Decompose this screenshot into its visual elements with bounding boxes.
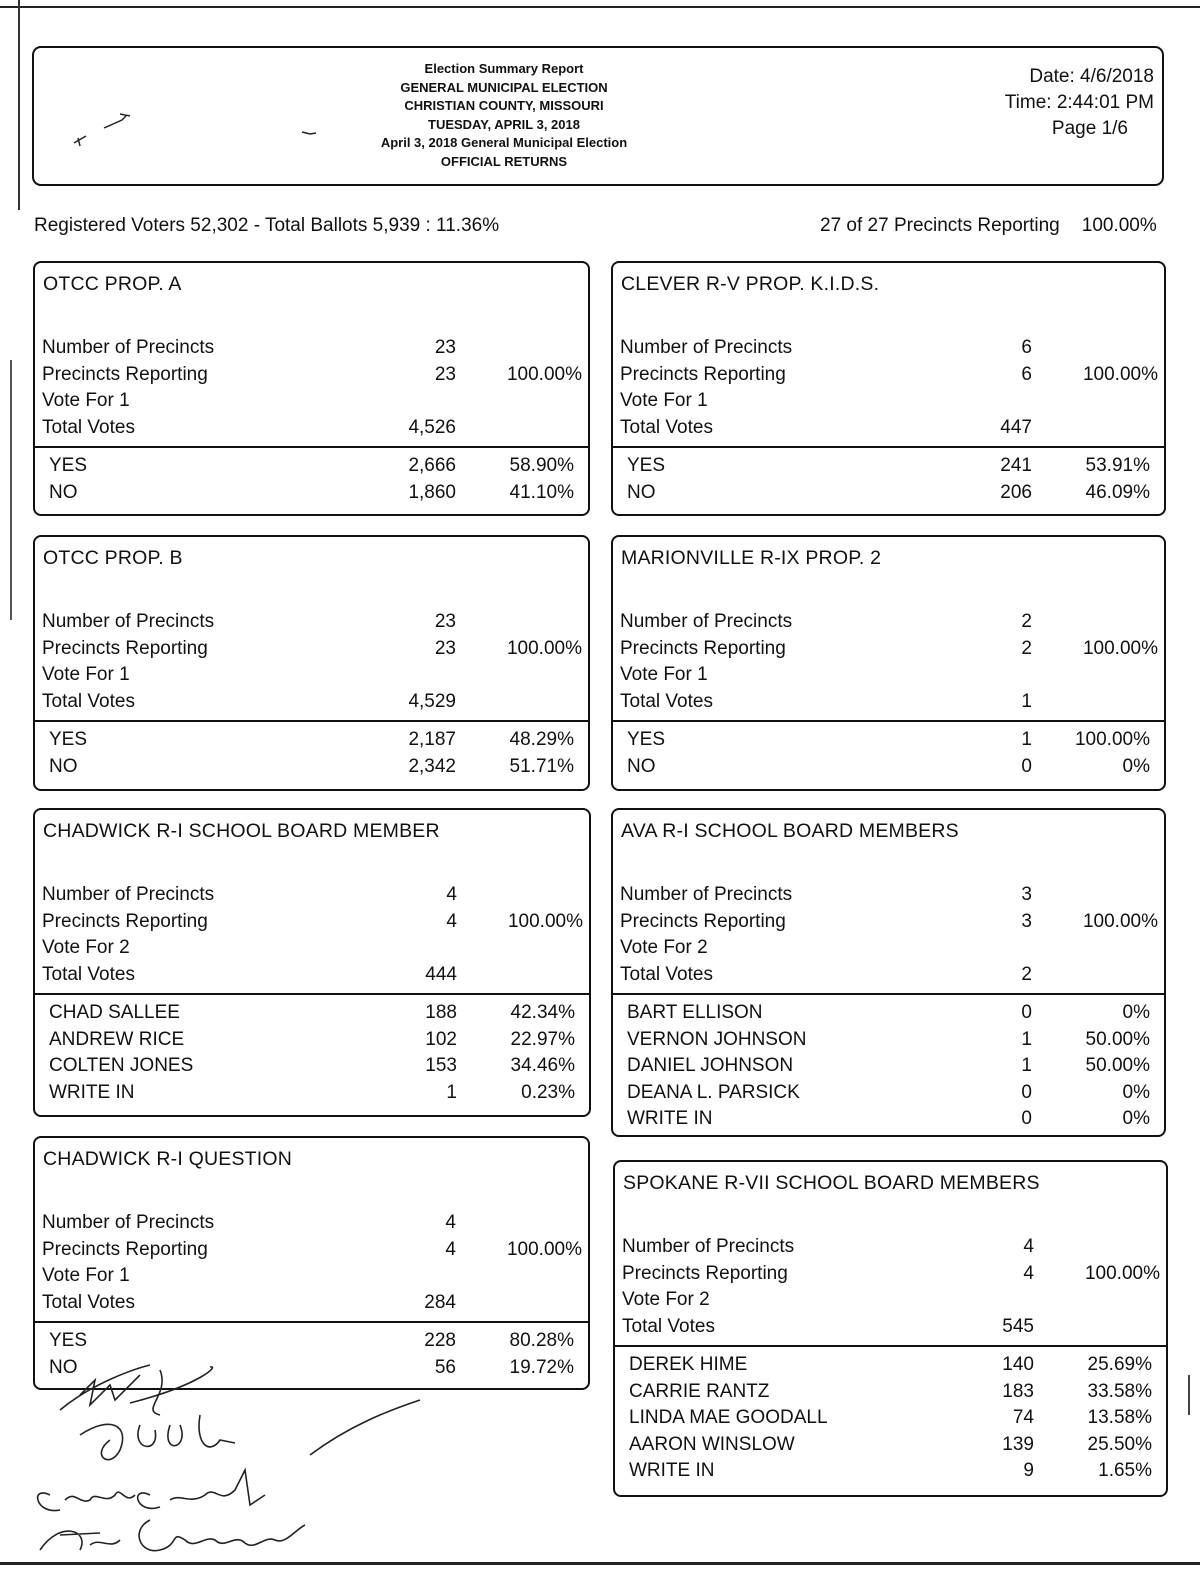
choice-name: CHAD SALLEE: [49, 1002, 180, 1023]
vote-for-row: [613, 935, 1164, 962]
precincts-reporting-row: [35, 636, 588, 663]
choice-name: NO: [627, 481, 656, 503]
choice-votes: 0: [1021, 755, 1032, 777]
choice-row: [615, 1458, 1166, 1485]
choice-name: YES: [49, 1330, 88, 1351]
total-votes-value: 444: [425, 963, 457, 985]
vote-for-label: Vote For 2: [622, 1289, 710, 1310]
precincts-reporting-pct: 100.00%: [506, 1238, 582, 1260]
precincts-reporting-label: Precincts Reporting: [42, 363, 208, 385]
num-precincts-row: [615, 1234, 1166, 1261]
contest-box: [33, 808, 591, 1117]
contest-title: OTCC PROP. B: [43, 547, 183, 569]
choice-list: [613, 727, 1164, 780]
total-votes-label: Total Votes: [620, 963, 713, 985]
choice-pct: 0.23%: [521, 1081, 575, 1103]
contest-stats: [613, 609, 1164, 715]
choice-pct: 48.29%: [509, 729, 574, 750]
choice-row: [613, 1000, 1164, 1027]
vote-for-row: [35, 1263, 588, 1290]
contest-title: CHADWICK R-I SCHOOL BOARD MEMBER: [43, 820, 440, 842]
vote-for-row: [35, 662, 588, 689]
choice-votes: 183: [1002, 1380, 1034, 1402]
choice-row: [35, 1080, 589, 1107]
choice-votes: 2,666: [408, 455, 456, 476]
total-votes-value: 545: [1002, 1315, 1034, 1337]
choice-name: NO: [49, 755, 78, 777]
total-votes-value: 4,529: [408, 690, 456, 712]
choice-row: [615, 1352, 1166, 1379]
contest-box: [611, 808, 1166, 1137]
total-votes-label: Total Votes: [42, 963, 135, 985]
choice-votes: 1: [1021, 1055, 1032, 1076]
total-votes-label: Total Votes: [42, 416, 135, 438]
choice-row: [35, 754, 588, 781]
choice-name: LINDA MAE GOODALL: [629, 1407, 828, 1428]
choice-votes: 140: [1002, 1354, 1034, 1375]
choice-pct: 1.65%: [1098, 1460, 1152, 1481]
choice-votes: 1: [1021, 729, 1032, 750]
choice-name: NO: [49, 481, 78, 503]
num-precincts-row: [613, 335, 1164, 362]
choice-row: [35, 727, 588, 754]
precincts-reporting-value: 2: [1021, 637, 1032, 659]
vote-for-label: Vote For 1: [620, 390, 708, 411]
choice-row: [613, 1027, 1164, 1054]
contest-stats: [35, 609, 588, 715]
contest-title: AVA R-I SCHOOL BOARD MEMBERS: [621, 820, 959, 842]
vote-for-row: [615, 1287, 1166, 1314]
vote-for-label: Vote For 1: [42, 664, 130, 685]
num-precincts-value: 23: [434, 611, 456, 632]
contest-divider: [613, 720, 1164, 722]
precincts-reporting-label: Precincts Reporting: [42, 637, 208, 659]
choice-name: DANIEL JOHNSON: [627, 1055, 794, 1076]
report-meta: [1005, 64, 1154, 142]
choice-votes: 0: [1021, 1108, 1032, 1129]
choice-name: WRITE IN: [49, 1081, 135, 1103]
contest-stats: [35, 335, 588, 441]
contest-title: SPOKANE R-VII SCHOOL BOARD MEMBERS: [623, 1172, 1040, 1194]
precincts-reporting-value: 23: [434, 363, 456, 385]
num-precincts-row: [35, 335, 588, 362]
num-precincts-value: 23: [434, 337, 456, 358]
precincts-reporting-label: Precincts Reporting: [620, 910, 786, 932]
contest-divider: [615, 1345, 1166, 1347]
contest-stats: [615, 1234, 1166, 1340]
num-precincts-value: 4: [1023, 1236, 1034, 1257]
contest-stats: [35, 882, 589, 988]
election-description: April 3, 2018 General Municipal Election: [380, 135, 628, 150]
choice-pct: 100.00%: [1074, 729, 1150, 750]
choice-votes: 2,342: [408, 755, 456, 777]
report-time: Time: 2:44:01 PM: [1004, 92, 1154, 113]
precincts-reporting-pct: 100.00%: [1082, 363, 1158, 385]
total-votes-row: [35, 962, 589, 989]
total-votes-value: 284: [424, 1291, 456, 1313]
choice-votes: 9: [1023, 1460, 1034, 1481]
contest-box: [33, 1136, 590, 1390]
contest-title: CHADWICK R-I QUESTION: [43, 1148, 293, 1170]
num-precincts-label: Number of Precincts: [42, 611, 215, 632]
contest-box: [33, 535, 590, 791]
choice-votes: 0: [1021, 1081, 1032, 1103]
num-precincts-label: Number of Precincts: [620, 611, 793, 632]
choice-pct: 25.69%: [1087, 1354, 1152, 1375]
precincts-reporting-row: [35, 909, 589, 936]
total-votes-label: Total Votes: [42, 1291, 135, 1313]
vote-for-label: Vote For 1: [42, 1265, 130, 1286]
precincts-reporting-label: Precincts Reporting: [42, 1238, 208, 1260]
choice-name: ANDREW RICE: [49, 1028, 185, 1050]
choice-votes: 139: [1002, 1433, 1034, 1455]
choice-name: YES: [627, 729, 666, 750]
choice-row: [35, 1027, 589, 1054]
choice-name: YES: [49, 455, 88, 476]
num-precincts-value: 4: [446, 884, 457, 905]
page-number: Page 1/6: [1051, 118, 1128, 139]
contest-title: OTCC PROP. A: [43, 273, 182, 295]
total-votes-row: [613, 689, 1164, 716]
choice-row: [35, 453, 588, 480]
choice-name: NO: [627, 755, 656, 777]
choice-list: [613, 1000, 1164, 1133]
precincts-reporting-pct: 100.00%: [1081, 215, 1157, 236]
precincts-reporting-value: 3: [1021, 910, 1032, 932]
contest-title: CLEVER R-V PROP. K.I.D.S.: [621, 273, 880, 295]
total-votes-row: [35, 1290, 588, 1317]
num-precincts-row: [613, 882, 1164, 909]
precincts-reporting-pct: 100.00%: [1082, 910, 1158, 932]
num-precincts-label: Number of Precincts: [620, 884, 793, 905]
page-left-mark-lower: [10, 360, 12, 620]
total-votes-row: [615, 1314, 1166, 1341]
contest-divider: [35, 720, 588, 722]
precincts-reporting-value: 23: [434, 637, 456, 659]
contest-box: [611, 261, 1166, 516]
precincts-reporting-row: [35, 362, 588, 389]
choice-pct: 50.00%: [1085, 1028, 1150, 1050]
total-votes-label: Total Votes: [622, 1315, 715, 1337]
choice-name: YES: [49, 729, 88, 750]
choice-votes: 74: [1012, 1407, 1034, 1428]
choice-votes: 241: [1000, 455, 1032, 476]
total-votes-label: Total Votes: [42, 690, 135, 712]
choice-row: [613, 754, 1164, 781]
choice-list: [35, 453, 588, 506]
num-precincts-row: [35, 609, 588, 636]
choice-row: [613, 480, 1164, 507]
report-title: Election Summary Report: [424, 61, 584, 76]
total-votes-value: 2: [1021, 963, 1032, 985]
num-precincts-value: 6: [1021, 337, 1032, 358]
vote-for-row: [613, 388, 1164, 415]
choice-pct: 46.09%: [1085, 481, 1150, 503]
precincts-reporting-label: Precincts Reporting: [42, 910, 208, 932]
num-precincts-value: 4: [445, 1212, 456, 1233]
precincts-reporting-summary: [820, 215, 1157, 237]
vote-for-label: Vote For 1: [42, 390, 130, 411]
num-precincts-label: Number of Precincts: [42, 884, 215, 905]
total-votes-row: [35, 415, 588, 442]
total-votes-label: Total Votes: [620, 416, 713, 438]
choice-pct: 50.00%: [1085, 1055, 1150, 1076]
precincts-reporting-pct: 100.00%: [506, 363, 582, 385]
choice-pct: 51.71%: [509, 755, 574, 777]
choice-pct: 13.58%: [1087, 1407, 1152, 1428]
choice-name: AARON WINSLOW: [629, 1433, 795, 1455]
num-precincts-row: [613, 609, 1164, 636]
contest-title: MARIONVILLE R-IX PROP. 2: [621, 547, 882, 569]
num-precincts-row: [35, 882, 589, 909]
choice-list: [35, 727, 588, 780]
total-votes-value: 4,526: [408, 416, 456, 438]
choice-votes: 1: [1021, 1028, 1032, 1050]
choice-row: [615, 1379, 1166, 1406]
choice-name: CARRIE RANTZ: [629, 1380, 770, 1402]
choice-pct: 33.58%: [1087, 1380, 1152, 1402]
precincts-reporting-value: 6: [1021, 363, 1032, 385]
vote-for-row: [35, 388, 588, 415]
choice-votes: 206: [1000, 481, 1032, 503]
precincts-reporting-pct: 100.00%: [507, 910, 583, 932]
vote-for-label: Vote For 1: [620, 664, 708, 685]
total-votes-label: Total Votes: [620, 690, 713, 712]
choice-row: [613, 1053, 1164, 1080]
choice-row: [35, 1053, 589, 1080]
choice-row: [35, 1328, 588, 1355]
contest-divider: [613, 446, 1164, 448]
choice-votes: 153: [425, 1055, 457, 1076]
precincts-reporting-value: 4: [446, 910, 457, 932]
choice-name: YES: [627, 455, 666, 476]
num-precincts-value: 3: [1021, 884, 1032, 905]
vote-for-row: [35, 935, 589, 962]
choice-row: [613, 1080, 1164, 1107]
precincts-reporting-row: [613, 909, 1164, 936]
contest-box: [33, 261, 590, 516]
choice-name: VERNON JOHNSON: [627, 1028, 807, 1050]
choice-name: COLTEN JONES: [49, 1055, 194, 1076]
precincts-reporting-text: 27 of 27 Precincts Reporting: [820, 215, 1060, 236]
vote-for-label: Vote For 2: [42, 937, 130, 958]
election-name: GENERAL MUNICIPAL ELECTION: [400, 79, 608, 95]
returns-status: OFFICIAL RETURNS: [440, 153, 568, 169]
contest-stats: [613, 335, 1164, 441]
precincts-reporting-row: [35, 1237, 588, 1264]
choice-name: DEREK HIME: [629, 1354, 748, 1375]
choice-name: WRITE IN: [629, 1460, 715, 1481]
choice-name: DEANA L. PARSICK: [627, 1081, 800, 1103]
num-precincts-value: 2: [1021, 611, 1032, 632]
total-votes-row: [613, 415, 1164, 442]
page-top-border: [0, 6, 1200, 8]
precincts-reporting-value: 4: [1023, 1262, 1034, 1284]
choice-row: [613, 1106, 1164, 1133]
choice-votes: 102: [425, 1028, 457, 1050]
county-name: CHRISTIAN COUNTY, MISSOURI: [404, 98, 604, 113]
report-title-block: [334, 60, 674, 171]
precincts-reporting-label: Precincts Reporting: [620, 637, 786, 659]
choice-name: BART ELLISON: [627, 1002, 763, 1023]
choice-name: WRITE IN: [627, 1108, 713, 1129]
pen-marks: [64, 98, 324, 158]
registered-voters-summary: Registered Voters 52,302 - Total Ballots 5,939 : 11.36%: [34, 215, 500, 236]
choice-row: [35, 480, 588, 507]
choice-name: NO: [49, 1356, 78, 1378]
choice-pct: 58.90%: [509, 455, 574, 476]
choice-pct: 0%: [1122, 1081, 1150, 1103]
choice-votes: 1: [446, 1081, 457, 1103]
precincts-reporting-row: [613, 636, 1164, 663]
num-precincts-label: Number of Precincts: [620, 337, 793, 358]
choice-pct: 42.34%: [510, 1002, 575, 1023]
precincts-reporting-pct: 100.00%: [1084, 1262, 1160, 1284]
choice-pct: 22.97%: [510, 1028, 575, 1050]
choice-pct: 0%: [1122, 1108, 1150, 1129]
choice-row: [613, 453, 1164, 480]
precincts-reporting-pct: 100.00%: [1082, 637, 1158, 659]
choice-list: [613, 453, 1164, 506]
page-right-mark: [1188, 1375, 1190, 1415]
choice-pct: 53.91%: [1085, 455, 1150, 476]
choice-list: [615, 1352, 1166, 1485]
contest-stats: [613, 882, 1164, 988]
precincts-reporting-row: [615, 1261, 1166, 1288]
choice-pct: 19.72%: [509, 1356, 574, 1378]
choice-pct: 0%: [1122, 1002, 1150, 1023]
report-date: Date: 4/6/2018: [1029, 66, 1154, 87]
contest-stats: [35, 1210, 588, 1316]
vote-for-row: [613, 662, 1164, 689]
choice-row: [615, 1405, 1166, 1432]
contest-divider: [35, 446, 588, 448]
choice-votes: 0: [1021, 1002, 1032, 1023]
official-signatures: [20, 1355, 440, 1565]
contest-box: [613, 1160, 1168, 1497]
total-votes-row: [613, 962, 1164, 989]
choice-votes: 188: [425, 1002, 457, 1023]
precincts-reporting-value: 4: [445, 1238, 456, 1260]
choice-pct: 0%: [1122, 755, 1150, 777]
total-votes-value: 447: [1000, 416, 1032, 438]
choice-row: [615, 1432, 1166, 1459]
num-precincts-label: Number of Precincts: [42, 1212, 215, 1233]
choice-row: [613, 727, 1164, 754]
vote-for-label: Vote For 2: [620, 937, 708, 958]
precincts-reporting-row: [613, 362, 1164, 389]
num-precincts-row: [35, 1210, 588, 1237]
choice-pct: 34.46%: [510, 1055, 575, 1076]
precincts-reporting-pct: 100.00%: [506, 637, 582, 659]
contest-box: [611, 535, 1166, 791]
precincts-reporting-label: Precincts Reporting: [622, 1262, 788, 1284]
election-date: TUESDAY, APRIL 3, 2018: [428, 116, 580, 132]
page-left-mark: [18, 0, 20, 210]
choice-pct: 41.10%: [509, 481, 574, 503]
contest-divider: [613, 993, 1164, 995]
choice-votes: 1,860: [408, 481, 456, 503]
choice-votes: 2,187: [408, 729, 456, 750]
choice-votes: 56: [434, 1356, 456, 1378]
choice-pct: 80.28%: [509, 1330, 574, 1351]
choice-votes: 228: [424, 1330, 456, 1351]
choice-pct: 25.50%: [1087, 1433, 1152, 1455]
total-votes-row: [35, 689, 588, 716]
contest-divider: [35, 993, 589, 995]
contest-divider: [35, 1321, 588, 1323]
total-votes-value: 1: [1021, 690, 1032, 712]
num-precincts-label: Number of Precincts: [42, 337, 215, 358]
precincts-reporting-label: Precincts Reporting: [620, 363, 786, 385]
choice-list: [35, 1000, 589, 1106]
choice-row: [35, 1000, 589, 1027]
report-header: [32, 46, 1164, 186]
num-precincts-label: Number of Precincts: [622, 1236, 795, 1257]
